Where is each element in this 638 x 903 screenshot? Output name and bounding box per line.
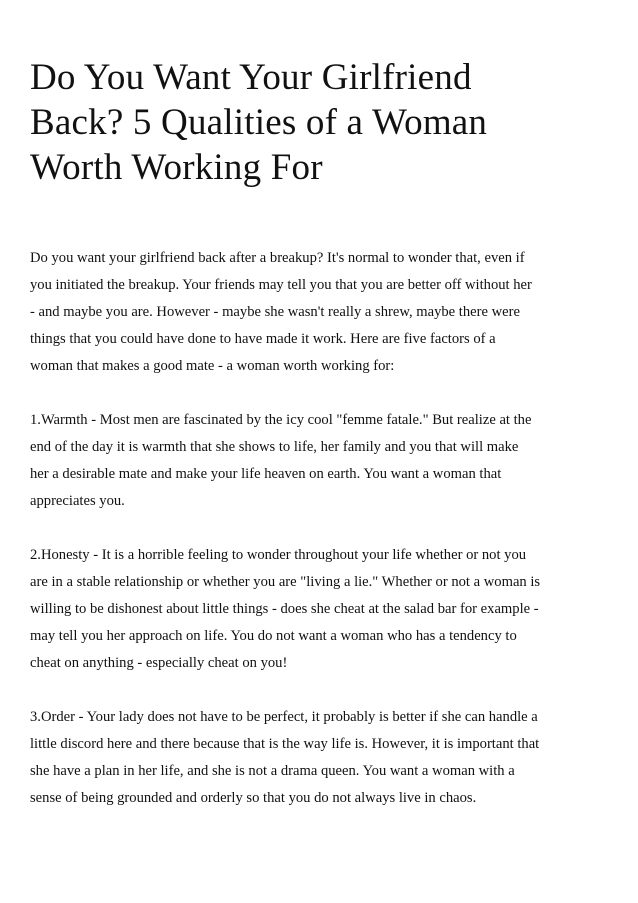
warmth-paragraph [30, 407, 610, 515]
text-line: woman that makes a good mate - a woman worth working for: [30, 358, 395, 374]
document-page [30, 55, 610, 839]
text-line: - and maybe you are. However - maybe she wasn't really a shrew, maybe there were [30, 304, 520, 320]
title-line: Do You Want Your Girlfriend [30, 57, 472, 98]
text-line: end of the day it is warmth that she shows to life, her family and you that will make [30, 439, 519, 455]
text-line: you initiated the breakup. Your friends may tell you that you are better off without her [30, 277, 532, 293]
text-line: appreciates you. [30, 493, 125, 509]
intro-paragraph [30, 245, 610, 380]
order-paragraph [30, 704, 610, 812]
text-line: 2.Honesty - It is a horrible feeling to wonder throughout your life whether or not you [30, 547, 527, 563]
title-line: Worth Working For [30, 147, 323, 188]
honesty-paragraph [30, 542, 610, 677]
text-line: things that you could have done to have made it work. Here are five factors of a [30, 331, 496, 347]
text-line: may tell you her approach on life. You do not want a woman who has a tendency to [30, 628, 517, 644]
text-line: cheat on anything - especially cheat on you! [30, 655, 288, 671]
text-line: her a desirable mate and make your life heaven on earth. You want a woman that [30, 466, 502, 482]
title-line: Back? 5 Qualities of a Woman [30, 102, 488, 143]
document-title [30, 55, 610, 190]
text-line: 3.Order - Your lady does not have to be perfect, it probably is better if she can handle a [30, 709, 538, 725]
text-line: are in a stable relationship or whether you are "living a lie." Whether or not a woman is [30, 574, 541, 590]
text-line: Do you want your girlfriend back after a breakup? It's normal to wonder that, even if [30, 250, 525, 266]
text-line: sense of being grounded and orderly so that you do not always live in chaos. [30, 790, 477, 806]
text-line: little discord here and there because that is the way life is. However, it is important that [30, 736, 540, 752]
document-body [30, 245, 610, 812]
text-line: willing to be dishonest about little things - does she cheat at the salad bar for example - [30, 601, 539, 617]
text-line: 1.Warmth - Most men are fascinated by the icy cool "femme fatale." But realize at the [30, 412, 532, 428]
text-line: she have a plan in her life, and she is not a drama queen. You want a woman with a [30, 763, 515, 779]
